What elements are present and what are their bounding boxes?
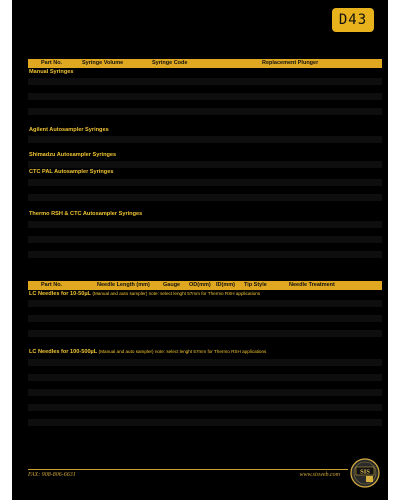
section-lc-needles-10-50 xyxy=(29,291,260,297)
table-row xyxy=(28,221,382,228)
header-gauge: Gauge xyxy=(163,282,181,288)
header-needle-treatment: Needle Treatment xyxy=(289,282,335,288)
page-tab-label: D43 xyxy=(338,12,368,28)
section-note: (Manual and auto sampler) note: select lenght 57mm for Thermo RSH applications xyxy=(92,291,261,296)
footer-divider xyxy=(28,469,348,470)
section-manual-syringes: Manual Syringes xyxy=(29,69,74,75)
header-syringe-volume: Syringe Volume xyxy=(82,60,124,66)
table-row xyxy=(28,93,382,100)
section-shimadzu-syringes: Shimadzu Autosampler Syringes xyxy=(29,152,117,158)
table-row xyxy=(28,136,382,143)
table-row xyxy=(28,300,382,307)
table-row xyxy=(28,359,382,366)
table-row xyxy=(28,251,382,258)
header-part-no: Part No. xyxy=(41,60,63,66)
logo-text: SIS xyxy=(360,468,370,476)
table-row xyxy=(28,161,382,168)
syringe-table-header xyxy=(28,59,382,68)
section-ctc-pal-syringes: CTC PAL Autosampler Syringes xyxy=(29,169,114,175)
catalog-page xyxy=(12,0,388,500)
header-needle-length: Needle Length (mm) xyxy=(97,282,150,288)
table-row xyxy=(28,389,382,396)
header-part-no: Part No. xyxy=(41,282,63,288)
header-syringe-code: Syringe Code xyxy=(152,60,188,66)
section-agilent-syringes: Agilent Autosampler Syringes xyxy=(29,127,109,133)
table-row xyxy=(28,179,382,186)
section-title: LC Needles for 100-500µL xyxy=(29,349,98,355)
table-row xyxy=(28,374,382,381)
footer-fax: FAX: 908-806-6631 xyxy=(28,472,76,478)
header-replacement-plunger: Replacement Plunger xyxy=(262,60,319,66)
header-tip-style: Tip Style xyxy=(244,282,267,288)
header-id: ID(mm) xyxy=(216,282,235,288)
table-row xyxy=(28,419,382,426)
section-note: (Manual and auto sampler) note: select lenght 57mm for Thermo RSH applications xyxy=(98,349,267,354)
sis-logo xyxy=(350,458,380,488)
table-row xyxy=(28,404,382,411)
table-row xyxy=(28,194,382,201)
table-row xyxy=(28,108,382,115)
table-row xyxy=(28,315,382,322)
page-tab xyxy=(332,8,374,32)
table-row xyxy=(28,236,382,243)
header-od: OD(mm) xyxy=(189,282,211,288)
section-title: LC Needles for 10-50µL xyxy=(29,291,91,297)
section-lc-needles-100-500 xyxy=(29,349,266,355)
needle-table-header xyxy=(28,281,382,290)
section-thermo-rsh-syringes: Thermo RSH & CTC Autosampler Syringes xyxy=(29,211,143,217)
table-row xyxy=(28,330,382,337)
table-row xyxy=(28,78,382,85)
footer-website: www.sisweb.com xyxy=(299,472,340,478)
